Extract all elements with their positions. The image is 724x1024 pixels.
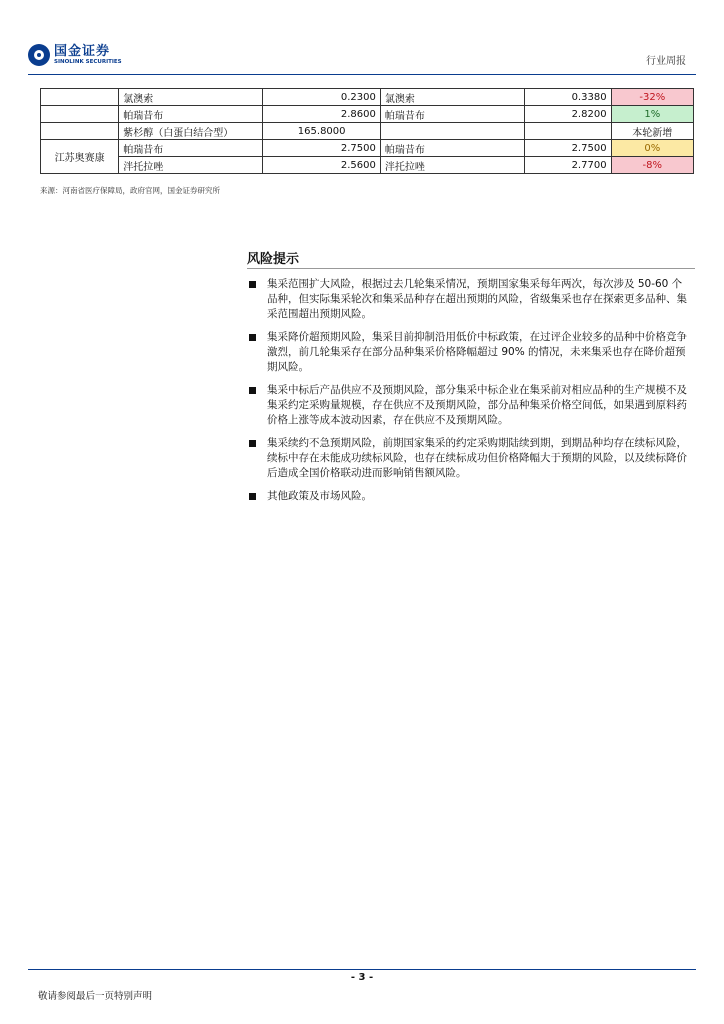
current-price-cell: 2.8600 xyxy=(263,106,380,123)
price-comparison-table xyxy=(40,88,694,174)
disclaimer-note: 敬请参阅最后一页特别声明 xyxy=(38,991,153,1002)
logo-icon xyxy=(28,44,50,66)
table-row xyxy=(41,157,694,174)
risk-text: 集采续约不急预期风险，前期国家集采的约定采购期陆续到期，到期品种均存在续标风险，续标中存在未能成功续标风险，也存在续标成功但价格降幅大于预期的风险，以及续标降价后造成全国价格联动进而影响销售额风险。 xyxy=(267,437,687,479)
section-divider xyxy=(247,268,695,269)
drug-name-cell: 泮托拉唑 xyxy=(380,157,524,174)
current-price-cell: 2.7500 xyxy=(263,140,380,157)
report-type-label: 行业周报 xyxy=(646,56,686,67)
table-row xyxy=(41,140,694,157)
table-row xyxy=(41,123,694,140)
list-item xyxy=(247,436,689,481)
page-header xyxy=(28,40,696,70)
drug-name-cell: 氯澳索 xyxy=(119,89,263,106)
risk-list xyxy=(247,277,689,512)
list-item xyxy=(247,277,689,322)
price-change-cell: 0% xyxy=(611,140,693,157)
previous-price-cell: 2.7500 xyxy=(525,140,612,157)
square-bullet-icon xyxy=(249,493,256,500)
company-cell xyxy=(41,123,119,140)
company-logo xyxy=(28,40,122,70)
current-price-cell: 165.8000 xyxy=(263,123,380,140)
drug-name-cell: 帕瑞昔布 xyxy=(380,106,524,123)
previous-price-cell: 2.8200 xyxy=(525,106,612,123)
square-bullet-icon xyxy=(249,281,256,288)
table-source-note: 来源：河南省医疗保障局，政府官网，国金证券研究所 xyxy=(40,186,220,195)
drug-name-cell: 泮托拉唑 xyxy=(119,157,263,174)
drug-name-cell: 紫杉醇（白蛋白结合型） xyxy=(119,123,263,140)
square-bullet-icon xyxy=(249,440,256,447)
drug-name-cell: 氯澳索 xyxy=(380,89,524,106)
company-cell xyxy=(41,89,119,106)
table-row xyxy=(41,89,694,106)
price-change-cell: -32% xyxy=(611,89,693,106)
previous-price-cell: 0.3380 xyxy=(525,89,612,106)
company-cell xyxy=(41,106,119,123)
risk-text: 其他政策及市场风险。 xyxy=(267,490,372,502)
price-change-cell: 1% xyxy=(611,106,693,123)
drug-name-cell: 帕瑞昔布 xyxy=(119,106,263,123)
previous-price-cell xyxy=(525,123,612,140)
risk-section-title: 风险提示 xyxy=(247,252,300,267)
company-cell: 江苏奥赛康 xyxy=(41,140,119,174)
logo-english-name: SINOLINK SECURITIES xyxy=(54,58,122,65)
list-item xyxy=(247,489,689,504)
current-price-cell: 2.5600 xyxy=(263,157,380,174)
list-item xyxy=(247,383,689,428)
previous-price-cell: 2.7700 xyxy=(525,157,612,174)
page-number: - 3 - xyxy=(350,972,374,983)
logo-chinese-name: 国金证券 xyxy=(54,43,111,59)
drug-name-cell: 帕瑞昔布 xyxy=(380,140,524,157)
drug-name-cell xyxy=(380,123,524,140)
drug-name-cell: 帕瑞昔布 xyxy=(119,140,263,157)
square-bullet-icon xyxy=(249,387,256,394)
square-bullet-icon xyxy=(249,334,256,341)
list-item xyxy=(247,330,689,375)
header-divider xyxy=(28,74,696,75)
table-row xyxy=(41,106,694,123)
risk-text: 集采范围扩大风险，根据过去几轮集采情况，预期国家集采每年两次，每次涉及 50-60 个品种，但实际集采轮次和集采品种存在超出预期的风险，省级集采也存在探索更多品种、集采范围超出预期风险。 xyxy=(267,278,687,320)
current-price-cell: 0.2300 xyxy=(263,89,380,106)
price-change-cell: 本轮新增 xyxy=(611,123,693,140)
risk-text: 集采降价超预期风险，集采目前抑制沿用低价中标政策，在过评企业较多的品种中价格竞争激烈，前几轮集采存在部分品种集采价格降幅超过 90% 的情况，未来集采也存在降价超预期风险。 xyxy=(267,331,687,373)
price-change-cell: -8% xyxy=(611,157,693,174)
risk-text: 集采中标后产品供应不及预期风险，部分集采中标企业在集采前对相应品种的生产规模不及集采约定采购量规模，存在供应不及预期风险，部分品种集采价格空间低，如果遇到原料药价格上涨等成本波动因素，存在供应不及预期风险。 xyxy=(267,384,687,426)
footer-divider xyxy=(28,969,696,970)
